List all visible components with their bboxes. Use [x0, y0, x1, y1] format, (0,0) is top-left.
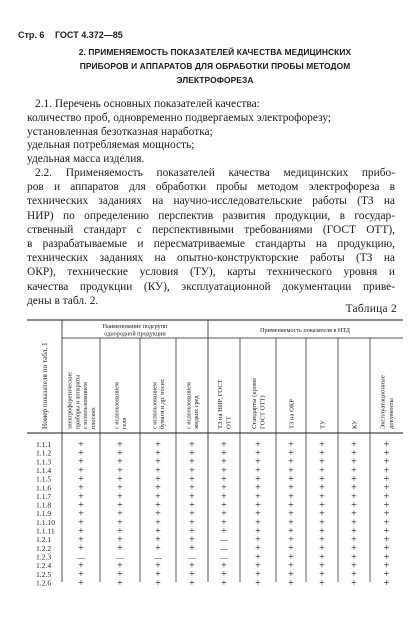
table-cell: — [154, 552, 162, 562]
table-cell: + [78, 491, 84, 503]
group2-header: Применяемость показателя в НТД [260, 327, 350, 334]
page-number: Стр. 6 [18, 30, 45, 40]
table-cell: + [155, 439, 161, 451]
table-cell: + [155, 525, 161, 537]
paragraph-line: НИР) по определению перспектив развития продукции, в государ- [27, 209, 395, 222]
table-cell: + [351, 569, 357, 581]
table-cell: + [351, 525, 357, 537]
table-cell: + [221, 448, 227, 460]
column-header-6 [251, 378, 266, 429]
table-cell: + [221, 439, 227, 451]
table-cell: + [288, 534, 294, 546]
table-cell: + [319, 499, 325, 511]
table-cell: + [221, 482, 227, 494]
table-cell: + [117, 525, 123, 537]
table-cell: — [116, 552, 124, 562]
column-header-3-line: бумаги и др. носит. [159, 378, 167, 429]
table-cell: + [221, 560, 227, 572]
table-cell: + [155, 474, 161, 485]
table-cell: + [255, 508, 261, 520]
table-cell: + [383, 517, 390, 529]
table-cell: + [319, 577, 325, 589]
table-cell: + [288, 439, 294, 451]
column-header-10 [380, 375, 395, 429]
table-cell: — [77, 552, 85, 562]
table-cell: + [78, 465, 84, 477]
table-cell: + [255, 551, 261, 563]
section-heading-line: ПРИБОРОВ И АППАРАТОВ ДЛЯ ОБРАБОТКИ ПРОБЫ МЕТОДОМ [79, 61, 351, 71]
table-cell: + [117, 456, 123, 468]
row-number: 1.2.1 [36, 535, 52, 545]
paragraph-line: установленная безотказная наработка; [27, 125, 213, 138]
table-cell: + [351, 551, 357, 563]
table-cell: + [189, 508, 195, 520]
table-cell: + [155, 491, 161, 503]
row-number: 1.2.4 [36, 561, 52, 571]
column-header-5-line: ТЗ на НИР, ГОСТ [217, 379, 225, 429]
table-title: Таблица 2 [345, 303, 397, 315]
table-cell: + [78, 569, 84, 581]
table-cell: + [189, 525, 195, 537]
table-cell: + [383, 448, 390, 460]
column-header-2-line: геля [121, 417, 129, 429]
row-number: 1.1.10 [36, 517, 55, 527]
table-cell: + [351, 491, 357, 503]
table-cell: + [221, 569, 227, 581]
table-cell: + [221, 508, 227, 520]
table-cell: + [78, 448, 84, 460]
table-cell: + [189, 577, 195, 589]
row-number: 1.1.8 [36, 500, 52, 510]
table-cell: + [117, 517, 123, 529]
table-cell: + [255, 577, 261, 589]
table-cell: + [255, 439, 261, 451]
column-header-5-line: ОТТ [225, 416, 233, 429]
paragraph-line: 2.1. Перечень основных показателей качества: [35, 98, 260, 110]
column-header-5 [217, 379, 232, 429]
table-cell: + [117, 569, 123, 581]
table-cell: + [155, 456, 161, 468]
table-cell: + [78, 439, 84, 451]
table-cell: + [255, 569, 261, 581]
column-header-9-line: КУ [351, 420, 359, 429]
column-header-10-line: документы [387, 398, 395, 429]
table-cell: + [255, 491, 261, 503]
table-cell: + [78, 456, 84, 468]
column-header-1-line: с использованием [82, 382, 90, 429]
table-cell: + [383, 465, 390, 477]
group1-header-line: Наименование подгрупп [102, 323, 168, 330]
paragraph-line: удельная масса изделия. [27, 153, 145, 166]
group1-header [103, 323, 168, 338]
table-cell: + [155, 534, 161, 546]
table-cell: + [288, 499, 294, 511]
table-cell: + [117, 491, 123, 503]
table-cell: + [383, 525, 390, 537]
column-header-1 [66, 372, 96, 429]
row-number: 1.2.6 [36, 578, 52, 588]
table-cell: — [220, 544, 228, 554]
table-cell: + [288, 491, 294, 503]
table-cell: + [221, 499, 227, 511]
column-header-8-line: ТУ [319, 420, 327, 429]
row-number: 1.1.4 [36, 465, 52, 475]
column-header-4 [185, 382, 200, 430]
row-number: 1.2.2 [36, 543, 52, 553]
table-cell: + [78, 577, 84, 589]
table-cell: + [351, 517, 357, 529]
table-cell: + [255, 543, 261, 555]
table-cell: + [288, 560, 294, 572]
table-cell: + [255, 517, 261, 529]
table-cell: + [383, 456, 390, 468]
table-cell: + [255, 534, 261, 546]
table-cell: + [319, 569, 325, 581]
table-cell: + [221, 456, 227, 468]
paragraph-line: количество проб, одновременно подвергаемых электрофорезу; [27, 111, 332, 124]
table-cell: + [189, 465, 195, 477]
table-cell: + [319, 534, 325, 546]
table-cell: + [383, 508, 390, 520]
table-cell: — [188, 552, 196, 562]
table-cell: + [189, 543, 195, 555]
table-cell: + [78, 499, 84, 511]
row-number: 1.1.1 [36, 440, 52, 449]
table-cell: + [255, 482, 261, 494]
table-cell: + [117, 543, 123, 555]
table-cell: + [155, 448, 161, 460]
column-header-7 [288, 399, 295, 429]
table-cell: + [319, 448, 325, 460]
table-cell: + [255, 448, 261, 460]
table-cell: + [221, 525, 227, 537]
table-cell: + [155, 560, 161, 572]
table-cell: + [288, 517, 294, 529]
table-cell: + [351, 577, 357, 589]
table-cell: + [155, 465, 161, 477]
column-header-6-line: Стандарты (кроме [251, 377, 259, 429]
table-cell: + [155, 508, 161, 520]
table-cell: + [383, 482, 390, 494]
table-cell: + [288, 465, 294, 477]
row-number: 1.1.6 [36, 483, 52, 493]
row-number: 1.1.9 [36, 509, 52, 519]
table-cell: + [255, 560, 261, 572]
table-cell: + [319, 474, 325, 485]
table-cell: + [117, 465, 123, 477]
table-cell: + [351, 543, 357, 555]
table-cell: + [117, 474, 123, 485]
table-cell: + [117, 534, 123, 546]
table-cell: + [288, 577, 294, 589]
table-cell: + [383, 439, 390, 451]
table-cell: + [221, 465, 227, 477]
table-cell: + [319, 491, 325, 503]
table-cell: + [319, 551, 325, 563]
table-cell: + [255, 525, 261, 537]
column-header-1-line: приборы и аппараты [74, 374, 82, 429]
table-cell: + [383, 491, 390, 503]
table-cell: + [319, 482, 325, 494]
paragraph-line: технических заданиях на опытно-конструкторские работы (ТЗ на [27, 252, 395, 265]
table-cell: + [383, 569, 390, 581]
table-cell: + [117, 482, 123, 494]
standard-code: ГОСТ 4.372—85 [54, 30, 123, 40]
row-number: 1.1.7 [36, 491, 52, 501]
table-cell: + [78, 543, 84, 555]
column-header-6-line: ГОСТ ОТТ) [259, 395, 267, 429]
table-cell: + [78, 482, 84, 494]
table-cell: + [383, 560, 390, 572]
table-cell: + [155, 499, 161, 511]
section-heading-line: 2. ПРИМЕНЯЕМОСТЬ ПОКАЗАТЕЛЕЙ КАЧЕСТВА МЕДИЦИНСКИХ [78, 47, 352, 57]
table-cell: + [189, 517, 195, 529]
column-header-3 [151, 378, 166, 429]
table-cell: + [221, 577, 227, 589]
table-cell: + [319, 560, 325, 572]
table-cell: + [383, 534, 390, 546]
column-header-2 [113, 382, 128, 429]
table-cell: + [383, 551, 390, 563]
table-cell: + [189, 491, 195, 503]
column-header-7-line: ТЗ на ОКР [288, 399, 296, 429]
table-cell: + [319, 525, 325, 537]
table-cell: + [255, 456, 261, 468]
table-cell: + [319, 508, 325, 520]
table-cell: + [78, 534, 84, 546]
row-number: 1.1.11 [36, 526, 55, 536]
table-cell: + [351, 465, 357, 477]
row-number-header: Номер показателя по табл. 1 [41, 342, 49, 429]
table-cell: + [221, 491, 227, 503]
column-header-10-line: Эксплуатационные [379, 375, 387, 429]
table-cell: + [78, 508, 84, 520]
table-cell: + [288, 474, 294, 485]
table-cell: + [351, 508, 357, 520]
table-cell: + [319, 543, 325, 555]
table-cell: + [78, 525, 84, 537]
table-cell: + [189, 448, 195, 460]
paragraph-line: качества продукции (КУ), эксплуатационной документации приве- [27, 280, 395, 293]
table-cell: + [288, 508, 294, 520]
table-cell: + [155, 577, 161, 589]
table-cell: + [189, 499, 195, 511]
table-cell: + [155, 543, 161, 555]
column-header-9 [351, 420, 358, 429]
column-header-3-line: с использованием [151, 382, 159, 429]
table-cell: + [189, 439, 195, 451]
table-cell: + [383, 543, 390, 555]
table-cell: + [255, 465, 261, 477]
table-cell: + [288, 551, 294, 563]
section-heading-line: ЭЛЕКТРОФОРЕЗА [176, 75, 254, 85]
paragraph-line: дены в табл. 2. [27, 294, 99, 307]
table-cell: + [117, 439, 123, 451]
row-number: 1.1.5 [36, 474, 52, 484]
column-header-1-line: плоских [89, 407, 97, 429]
table-cell: + [189, 474, 195, 485]
table-cell: + [351, 482, 357, 494]
table-cell: + [117, 508, 123, 520]
column-header-2-line: с использованием [113, 382, 121, 429]
paragraph-line: ров и аппаратов для обработки пробы методом электрофореза в [27, 181, 395, 194]
table-cell: — [220, 552, 228, 562]
table-cell: + [288, 543, 294, 555]
group1-header-line: однородной продукции [104, 330, 166, 338]
column-header-4-line: с использованием [185, 382, 193, 429]
table-cell: + [319, 456, 325, 468]
table-cell: + [255, 474, 261, 485]
paragraph-line: удельная потребляемая мощность; [27, 139, 195, 152]
table-cell: + [78, 560, 84, 572]
table-cell: + [117, 448, 123, 460]
table-cell: + [288, 456, 294, 468]
table-cell: + [117, 577, 123, 589]
table-cell: + [189, 560, 195, 572]
table-cell: + [78, 517, 84, 529]
table-cell: + [189, 456, 195, 468]
table-cell: + [255, 499, 261, 511]
table-cell: + [221, 517, 227, 529]
table-cell: + [351, 560, 357, 572]
row-number: 1.1.3 [36, 457, 52, 467]
table-cell: + [351, 534, 357, 546]
paragraph-line: ОКР), технические условия (ТУ), карты технического уровня и [27, 266, 395, 279]
table-cell: + [155, 517, 161, 529]
table-cell: + [78, 474, 84, 485]
table-cell: + [189, 569, 195, 581]
table-cell: + [117, 560, 123, 572]
table-cell: + [288, 482, 294, 494]
table-cell: + [351, 474, 357, 485]
table-cell: + [383, 577, 390, 589]
table-cell: + [221, 474, 227, 485]
row-number: 1.1.2 [36, 448, 52, 458]
table-cell: + [189, 534, 195, 546]
paragraph-line: ственный стандарт с перспективными требованиями (ГОСТ ОТТ), [27, 223, 395, 236]
table-cell: + [117, 499, 123, 511]
column-header-8 [319, 420, 326, 429]
table-cell: + [319, 517, 325, 529]
table-cell: + [383, 499, 390, 511]
table-cell: + [189, 482, 195, 494]
table-cell: + [351, 439, 357, 451]
table-cell: + [319, 439, 325, 451]
paragraph-line: 2.2. Применяемость показателей качества медицинских прибо- [35, 167, 395, 179]
paragraph-line: в разрабатываемые и пересматриваемые стандарты на продукцию, [27, 238, 395, 251]
column-header-4-line: жидких сред [193, 395, 201, 429]
table-cell: + [351, 456, 357, 468]
column-header-1-line: электрофоретические [66, 371, 74, 429]
table-cell: + [288, 569, 294, 581]
table-cell: + [351, 499, 357, 511]
paragraph-line: технических заданиях на научно-исследовательские работы (ТЗ на [27, 195, 395, 208]
row-number: 1.2.5 [36, 569, 52, 579]
table-cell: + [319, 465, 325, 477]
row-number: 1.2.3 [36, 552, 52, 562]
table-cell: + [155, 569, 161, 581]
table-cell: + [383, 474, 390, 485]
table-cell: + [155, 482, 161, 494]
table-cell: + [351, 448, 357, 460]
table-cell: + [288, 525, 294, 537]
table-cell: — [220, 535, 228, 545]
table-cell: + [288, 448, 294, 460]
